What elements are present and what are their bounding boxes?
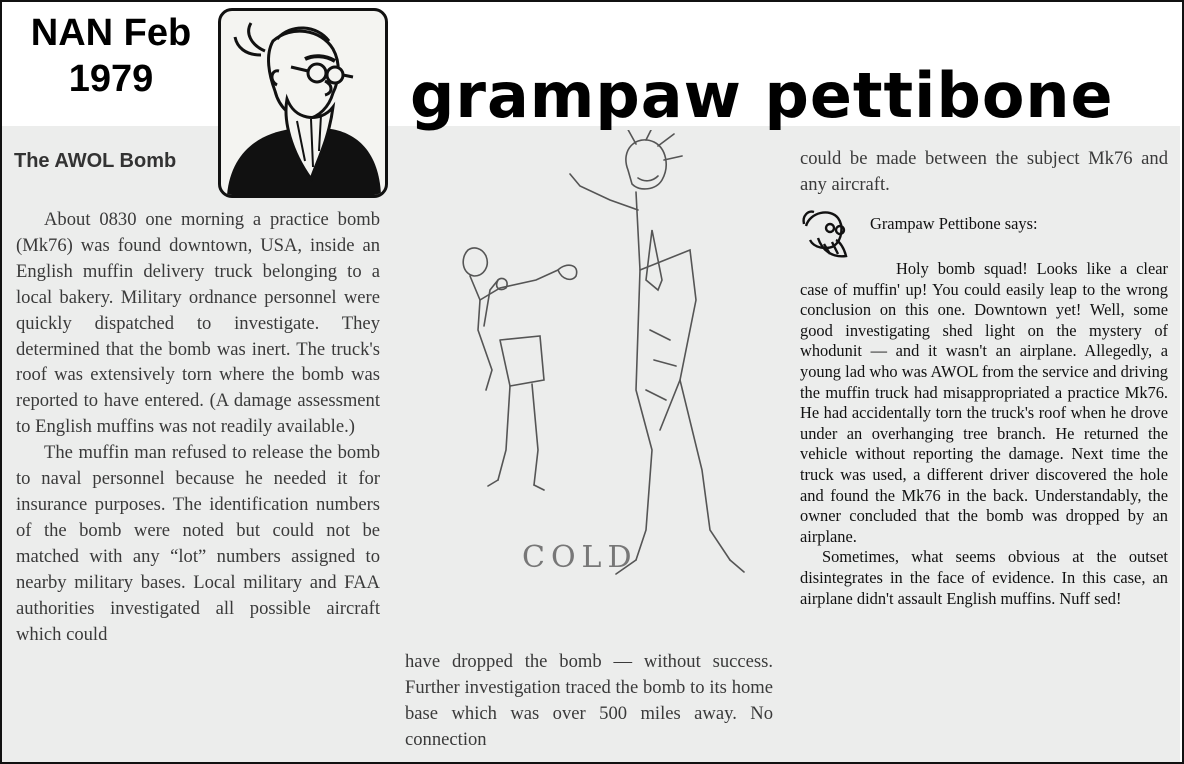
cartoon-illustration bbox=[440, 130, 750, 610]
grampaw-portrait-icon bbox=[218, 8, 388, 198]
comment-paragraph: Sometimes, what seems obvious at the outset disintegrates in the face of evidence. In this case, an airplane didn't assault English muffins. Nuff sed! bbox=[800, 547, 1168, 608]
article-paragraph: The muffin man refused to release the bomb to naval personnel because he needed it for insurance purposes. The identification numbers of the bomb were noted but could not be matched with any “lot” numbers assigned to nearby military bases. Local military and FAA authorities investigated all possible aircraft which could bbox=[16, 442, 380, 645]
article-column-2: have dropped the bomb — without success. Further investigation traced the bomb to its home base which was over 500 miles away. No connection bbox=[405, 651, 773, 750]
issue-month: NAN Feb bbox=[30, 12, 192, 54]
says-label: Grampaw Pettibone says: bbox=[870, 214, 1038, 233]
article-headline: The AWOL Bomb bbox=[14, 150, 177, 172]
article-column-3: could be made between the subject Mk76 and any aircraft. bbox=[800, 148, 1168, 195]
issue-label bbox=[8, 10, 214, 102]
comment-paragraph: Holy bomb squad! Looks like a clear case of muffin' up! You could easily leap to the wrong conclusion on this one. Downtown yet! Well, some good investigating shed light on the mystery of whodunit — and it wasn't an airplane. Allegedly, a young lad who was AWOL from the service and driving the muffin truck had misappropriated a practice Mk76. He had accidentally torn the truck's roof when he drove under an overhanging tree branch. He returned the vehicle without reporting the damage. Next time the truck was used, a different driver discovered the hole and found the Mk76 in the back. Understandably, the owner concluded that the bomb was dropped by an airplane. bbox=[800, 259, 1168, 546]
issue-year: 1979 bbox=[68, 58, 154, 100]
grampaw-comment bbox=[800, 259, 1168, 609]
article-paragraph: About 0830 one morning a practice bomb (Mk76) was found downtown, USA, inside an English muffin delivery truck belonging to a local bakery. Military ordnance personnel were quickly dispatched to investigate. They determined that the bomb was inert. The truck's roof was extensively torn where the bomb was reported to have entered. (A damage assessment to English muffins was not readily available.) bbox=[16, 209, 380, 438]
cartoon-caption: COLD bbox=[522, 540, 638, 575]
masthead-title: grampaw pettibone bbox=[410, 59, 1114, 132]
article-column-1 bbox=[16, 207, 380, 647]
grampaw-head-icon bbox=[800, 206, 858, 260]
